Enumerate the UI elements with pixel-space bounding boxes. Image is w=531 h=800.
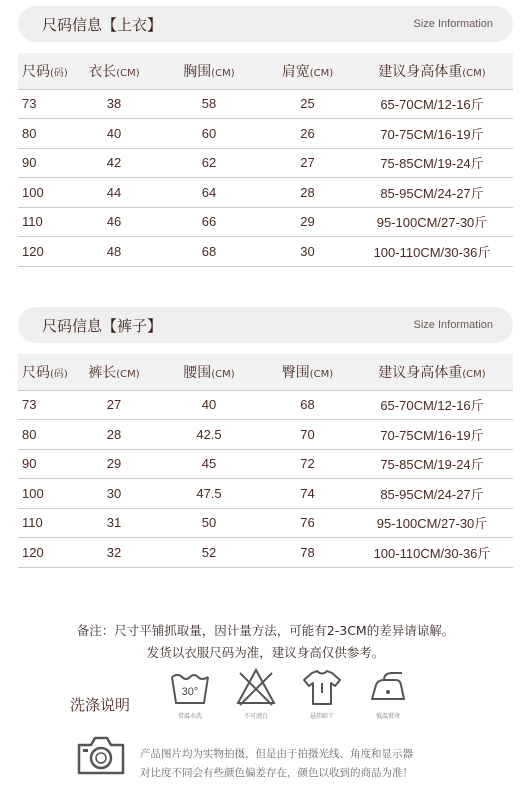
header-label: 尺码 xyxy=(22,63,50,80)
table-cell: 30 xyxy=(264,237,351,267)
notes-line-1: 备注：尺寸平铺抓取量，因计量方法，可能有2-3CM的差异请谅解。 xyxy=(76,623,455,638)
wash-caption: 常温水洗 xyxy=(177,713,202,720)
pants-title: 尺码信息【裤子】 xyxy=(42,316,163,335)
wash-item-hang-dry xyxy=(297,665,347,720)
table-row xyxy=(18,538,513,568)
table-cell: 58 xyxy=(154,89,264,119)
table-cell: 26 xyxy=(264,119,351,149)
header-unit: (码) xyxy=(50,67,68,79)
table-cell: 95-100CM/27-30斤 xyxy=(351,508,513,538)
table-cell: 30 xyxy=(74,479,154,509)
tops-table-header-row xyxy=(18,53,513,89)
table-cell: 28 xyxy=(74,420,154,450)
table-cell: 47.5 xyxy=(154,479,264,509)
table-cell: 42 xyxy=(74,148,154,178)
table-cell: 73 xyxy=(18,390,74,420)
tops-header-cell xyxy=(154,53,264,89)
table-cell: 27 xyxy=(264,148,351,178)
hang-dry-icon xyxy=(300,665,344,709)
table-cell: 70 xyxy=(264,420,351,450)
low-iron-icon xyxy=(366,665,410,709)
pants-table-header-row xyxy=(18,354,513,390)
header-label: 臀围 xyxy=(281,364,310,381)
header-label: 裤长 xyxy=(88,364,117,381)
table-cell: 70-75CM/16-19斤 xyxy=(351,420,513,450)
tops-size-table xyxy=(18,53,513,267)
table-cell: 38 xyxy=(74,89,154,119)
header-label: 胸围 xyxy=(183,63,212,80)
disclaimer-line-2: 对比度不同会有些颜色偏差存在，颜色以收到的商品为准！ xyxy=(140,767,413,779)
table-cell: 68 xyxy=(154,237,264,267)
table-cell: 100-110CM/30-36斤 xyxy=(351,538,513,568)
table-cell: 64 xyxy=(154,178,264,208)
table-cell: 85-95CM/24-27斤 xyxy=(351,479,513,509)
wash-temp-label: 30° xyxy=(181,686,199,698)
header-label: 腰围 xyxy=(183,364,212,381)
table-cell: 40 xyxy=(74,119,154,149)
table-cell: 62 xyxy=(154,148,264,178)
table-cell: 110 xyxy=(18,207,74,237)
tops-table-body xyxy=(18,89,513,266)
disclaimer-line-1: 产品图片均为实物拍摄，但是由于拍摄光线、角度和显示器 xyxy=(140,748,413,760)
table-cell: 29 xyxy=(74,449,154,479)
table-cell: 90 xyxy=(18,148,74,178)
header-unit: (CM) xyxy=(309,368,334,380)
wash-caption: 悬挂晾干 xyxy=(309,713,334,720)
photo-disclaimer xyxy=(140,745,413,783)
table-cell: 120 xyxy=(18,237,74,267)
wash-item-low-iron xyxy=(363,665,413,720)
tops-size-section xyxy=(18,6,513,267)
header-unit: (码) xyxy=(50,368,68,380)
no-bleach-icon xyxy=(234,665,278,709)
table-cell: 90 xyxy=(18,449,74,479)
table-cell: 66 xyxy=(154,207,264,237)
header-unit: (CM) xyxy=(462,67,486,79)
header-unit: (CM) xyxy=(116,67,140,79)
table-cell: 60 xyxy=(154,119,264,149)
notes-line-2: 发货以衣服尺码为准，建议身高仅供参考。 xyxy=(146,645,385,660)
wash-30-icon xyxy=(168,665,212,709)
table-row xyxy=(18,390,513,420)
table-cell: 32 xyxy=(74,538,154,568)
table-row xyxy=(18,207,513,237)
table-cell: 46 xyxy=(74,207,154,237)
table-cell: 44 xyxy=(74,178,154,208)
table-cell: 80 xyxy=(18,420,74,450)
table-cell: 48 xyxy=(74,237,154,267)
pants-size-section xyxy=(18,307,513,568)
table-cell: 100 xyxy=(18,178,74,208)
table-cell: 75-85CM/19-24斤 xyxy=(351,449,513,479)
table-row xyxy=(18,89,513,119)
wash-item-hand-wash xyxy=(165,665,215,720)
table-cell: 65-70CM/12-16斤 xyxy=(351,390,513,420)
tops-title: 尺码信息【上衣】 xyxy=(42,15,163,34)
table-row xyxy=(18,449,513,479)
header-label: 建议身高体重 xyxy=(378,63,463,80)
header-label: 衣长 xyxy=(88,63,117,80)
pants-header-cell xyxy=(74,354,154,390)
pants-header-bar xyxy=(18,307,513,343)
table-cell: 100-110CM/30-36斤 xyxy=(351,237,513,267)
header-unit: (CM) xyxy=(462,368,486,380)
table-cell: 65-70CM/12-16斤 xyxy=(351,89,513,119)
wash-title: 洗涤说明 xyxy=(70,696,131,714)
size-notes xyxy=(0,620,531,664)
table-cell: 68 xyxy=(264,390,351,420)
table-row xyxy=(18,508,513,538)
table-cell: 74 xyxy=(264,479,351,509)
table-cell: 73 xyxy=(18,89,74,119)
pants-table-body xyxy=(18,390,513,567)
pants-header-cell xyxy=(18,354,74,390)
table-row xyxy=(18,420,513,450)
table-cell: 40 xyxy=(154,390,264,420)
table-cell: 95-100CM/27-30斤 xyxy=(351,207,513,237)
camera-icon xyxy=(76,733,126,777)
tops-header-cell xyxy=(18,53,74,89)
table-row xyxy=(18,479,513,509)
wash-caption: 低温熨烫 xyxy=(375,713,400,720)
table-cell: 78 xyxy=(264,538,351,568)
wash-caption: 不可漂白 xyxy=(243,713,268,720)
table-cell: 76 xyxy=(264,508,351,538)
table-row xyxy=(18,237,513,267)
wash-icons-row xyxy=(165,665,413,720)
header-unit: (CM) xyxy=(211,67,235,79)
table-cell: 120 xyxy=(18,538,74,568)
header-unit: (CM) xyxy=(211,368,235,380)
header-unit: (CM) xyxy=(309,67,334,79)
table-row xyxy=(18,148,513,178)
table-cell: 27 xyxy=(74,390,154,420)
table-row xyxy=(18,119,513,149)
table-cell: 110 xyxy=(18,508,74,538)
table-cell: 75-85CM/19-24斤 xyxy=(351,148,513,178)
table-cell: 100 xyxy=(18,479,74,509)
pants-header-cell xyxy=(351,354,513,390)
header-label: 建议身高体重 xyxy=(378,364,463,381)
table-cell: 85-95CM/24-27斤 xyxy=(351,178,513,208)
tops-header-cell xyxy=(351,53,513,89)
pants-subtitle: Size Information xyxy=(413,319,493,331)
pants-header-cell xyxy=(154,354,264,390)
tops-header-bar xyxy=(18,6,513,42)
table-cell: 31 xyxy=(74,508,154,538)
wash-item-no-bleach xyxy=(231,665,281,720)
table-cell: 45 xyxy=(154,449,264,479)
table-cell: 25 xyxy=(264,89,351,119)
header-label: 肩宽 xyxy=(281,63,310,80)
table-cell: 52 xyxy=(154,538,264,568)
table-cell: 50 xyxy=(154,508,264,538)
tops-header-cell xyxy=(264,53,351,89)
table-cell: 80 xyxy=(18,119,74,149)
header-unit: (CM) xyxy=(116,368,140,380)
tops-header-cell xyxy=(74,53,154,89)
tops-subtitle: Size Information xyxy=(413,18,493,30)
pants-header-cell xyxy=(264,354,351,390)
table-cell: 42.5 xyxy=(154,420,264,450)
table-cell: 72 xyxy=(264,449,351,479)
table-row xyxy=(18,178,513,208)
pants-size-table xyxy=(18,354,513,568)
table-cell: 29 xyxy=(264,207,351,237)
table-cell: 70-75CM/16-19斤 xyxy=(351,119,513,149)
table-cell: 28 xyxy=(264,178,351,208)
header-label: 尺码 xyxy=(22,364,50,381)
